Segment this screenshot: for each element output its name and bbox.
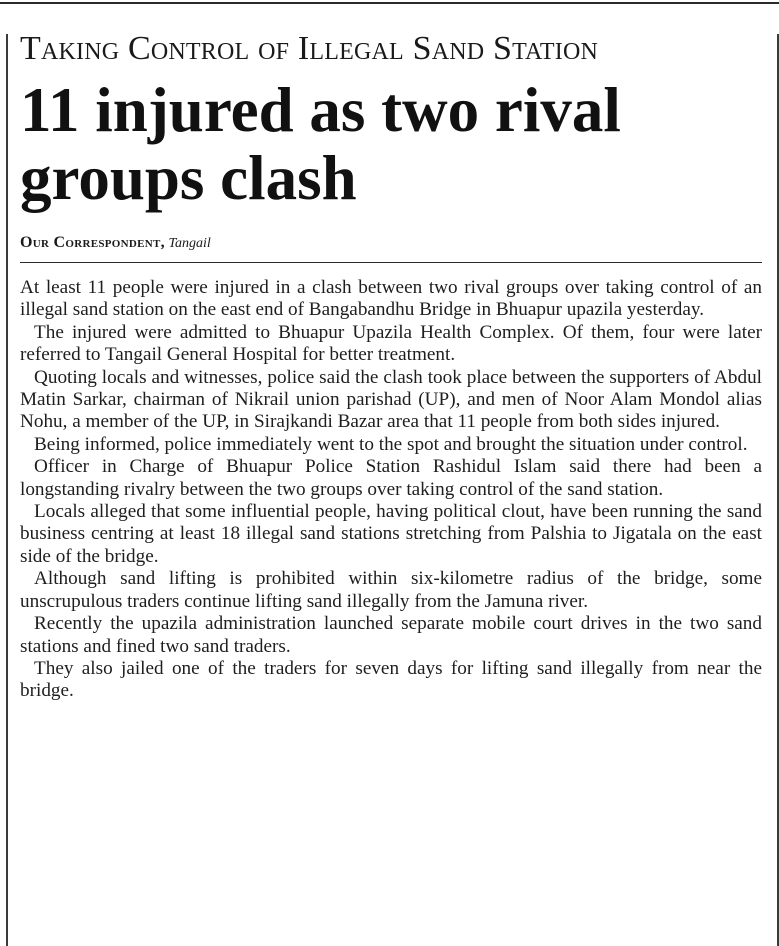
paragraph-2: The injured were admitted to Bhuapur Upazila Health Complex. Of them, four were later referred to Tangail General Hospital for better treatment. — [20, 321, 762, 366]
paragraph-6: Locals alleged that some influential people, having political clout, have been running the sand business centring at least 18 illegal sand stations stretching from Palshia to Jigatala on the east side of the bridge. — [20, 501, 762, 567]
paragraph-4: Being informed, police immediately went to the spot and brought the situation under control. — [34, 433, 748, 455]
top-border-rule — [0, 2, 779, 4]
paragraph-3: Quoting locals and witnesses, police said the clash took place between the supporters of Abdul Matin Sarkar, chairman of Nikrail union parishad (UP), and men of Noor Alam Mondol alias Nohu, a member of the UP, in Sirajkandi Bazar area that 11 people from both sides injured. — [20, 366, 762, 433]
article-kicker: Taking Control of Illegal Sand Station — [20, 30, 599, 67]
byline-author: Our Correspondent, — [20, 234, 165, 251]
paragraph-9: They also jailed one of the traders for seven days for lifting sand illegally from near the bridge. — [20, 657, 762, 702]
article-body — [20, 277, 762, 703]
byline-divider — [20, 262, 762, 263]
paragraph-7: Although sand lifting is prohibited within six-kilometre radius of the bridge, some unscrupulous traders continue lifting sand illegally from the Jamuna river. — [20, 568, 762, 612]
article-byline — [20, 234, 762, 253]
paragraph-1: At least 11 people were injured in a clash between two rival groups over taking control of an illegal sand station on the east end of Bangabandhu Bridge in Bhuapur upazila yesterday. — [20, 277, 762, 321]
paragraph-8: Recently the upazila administration launched separate mobile court drives in the two sand stations and fined two sand traders. — [20, 613, 762, 657]
article-headline: 11 injured as two rival groups clash — [20, 75, 621, 213]
byline-location: Tangail — [168, 236, 211, 251]
left-column-rule — [6, 34, 8, 946]
news-article — [20, 30, 762, 703]
paragraph-5: Officer in Charge of Bhuapur Police Station Rashidul Islam said there had been a longstanding rivalry between the two groups over taking control of the sand station. — [20, 456, 762, 500]
